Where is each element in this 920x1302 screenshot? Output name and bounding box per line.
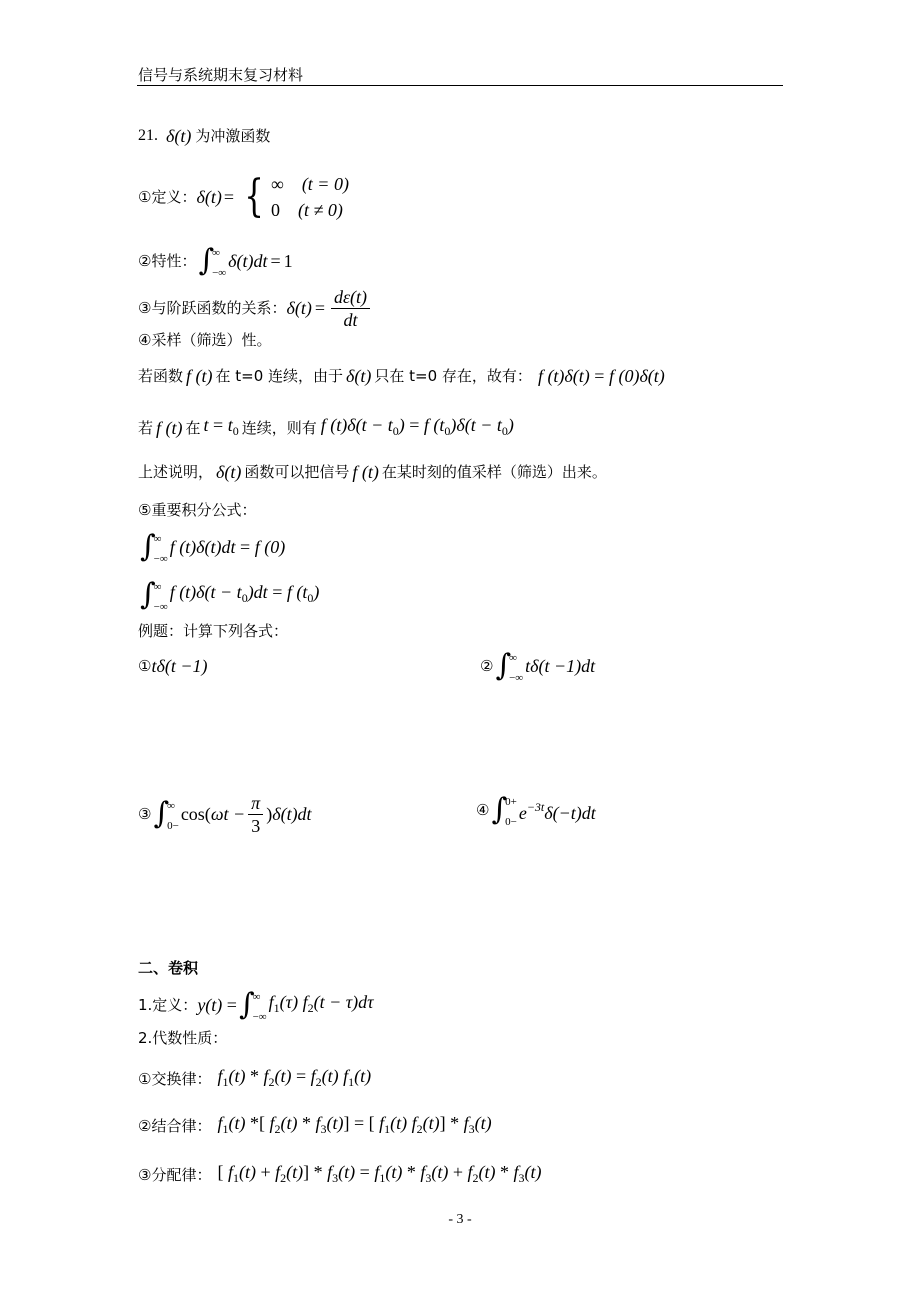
definition-label: ①定义： (138, 188, 197, 206)
page-header-title: 信号与系统期末复习材料 (138, 66, 304, 84)
formula-integral-unity: ∫ ∞ −∞ (198, 243, 227, 279)
examples-label: 例题：计算下列各式： (138, 622, 289, 640)
example-4: ④ ∫ 0+ 0− $e^{-3t}\delta(-t)dt$ (476, 792, 596, 828)
cases-brace: { (244, 171, 264, 222)
example-1: ① tδ(t −1) (138, 656, 208, 676)
page-number: - 3 - (448, 1212, 472, 1227)
example-3: ③ ∫ ∞ 0− cos( ωt − $\frac{\pi}{3}$ ) δ(t)dt (138, 792, 312, 836)
commutative-law: ①交换律： $f_1(t) * f_2(t) = f_2(t)$ $f_1(t)$ (138, 1066, 372, 1089)
formula-sampling-t0: f $(t)\delta(t - t_0) = f$ $(t_0)\delta(t - t_0)$ (320, 415, 514, 438)
item-21-text: 为冲激函数 (195, 127, 271, 145)
distributive-law: ③分配律： [ $f_1(t) + f_2(t)] * f_3(t) = f_1(t) * f_3(t) + f_2(t) * f_3(t)$ (138, 1162, 542, 1185)
associative-law: ②结合律： $f_1(t)$ *[ $f_2(t) * f_3(t)$] = [ $f_1(t)$ $f_2(t)] * f_3(t)$ (138, 1113, 492, 1136)
section-2-title: 二、卷积 (138, 959, 199, 977)
sampling-label: ④采样（筛选）性。 (138, 331, 272, 349)
formula-sampling-origin: f (t)δ(t) = f (0)δ(t) (537, 366, 665, 386)
formula-integral-sifting-0: ∫ ∞ −∞ f (t)δ(t)dt = f (0) (140, 529, 286, 565)
formula-integral-sifting-t0: ∫ ∞ −∞ f $(t)\delta(t - t_0)dt = f$ $(t_0)$ (140, 577, 320, 613)
property-label: ②特性： (138, 252, 197, 270)
formula-relation: δ(t) (286, 298, 312, 318)
summary-line: 上述说明， δ(t) 函数可以把信号 f (t) 在某时刻的值采样（筛选）出来。 (138, 462, 607, 482)
formula-definition-cases: ∞ (t = 0) 0 (t ≠ 0) (270, 174, 349, 220)
case1-condition: (t = 0) (301, 174, 349, 194)
sampling-text-2: 若 f (t) 在 $t = t_0$ 连续，则有 f $(t)\delta(t - t_0) = f$ $(t_0)\delta(t - t_0)$ (138, 415, 514, 441)
example-2: ② ∫ ∞ −∞ tδ(t −1)dt (480, 648, 596, 684)
case2-condition: (t ≠ 0) (297, 200, 343, 220)
sampling-text-1: 若函数 f (t) 在 t=0 连续，由于 δ(t) 只在 t=0 存在，故有： f (t)δ(t) = f (0)δ(t) (138, 366, 665, 386)
formula-definition-lhs: δ(t) (196, 187, 222, 207)
section-2-heading (138, 958, 198, 978)
item-21-heading (138, 126, 270, 146)
integral-formulas-line (138, 500, 256, 520)
definition-line: ①定义： δ(t) = { ∞ (t = 0) 0 (t ≠ 0) (138, 171, 349, 222)
algebra-properties-line: 2.代数性质： (138, 1029, 228, 1047)
examples-line (138, 621, 288, 641)
property-line: ②特性： ∫ ∞ −∞ δ(t)dt = 1 (138, 243, 293, 279)
relation-line: ③与阶跃函数的关系： δ(t) = $\frac{d\varepsilon(t)}{dt}$ (138, 284, 373, 332)
sampling-line (138, 330, 271, 350)
relation-label: ③与阶跃函数的关系： (138, 299, 287, 317)
header-rule (137, 85, 783, 86)
integral-formulas-label: ⑤重要积分公式： (138, 501, 257, 519)
item-number: 21. (138, 127, 158, 144)
convolution-definition: 1.定义： y(t) = ∫ ∞ −∞ $f_1(\tau) f_2(t - \tau)d\tau$ (138, 987, 374, 1023)
formula-delta: δ(t) (166, 126, 192, 146)
